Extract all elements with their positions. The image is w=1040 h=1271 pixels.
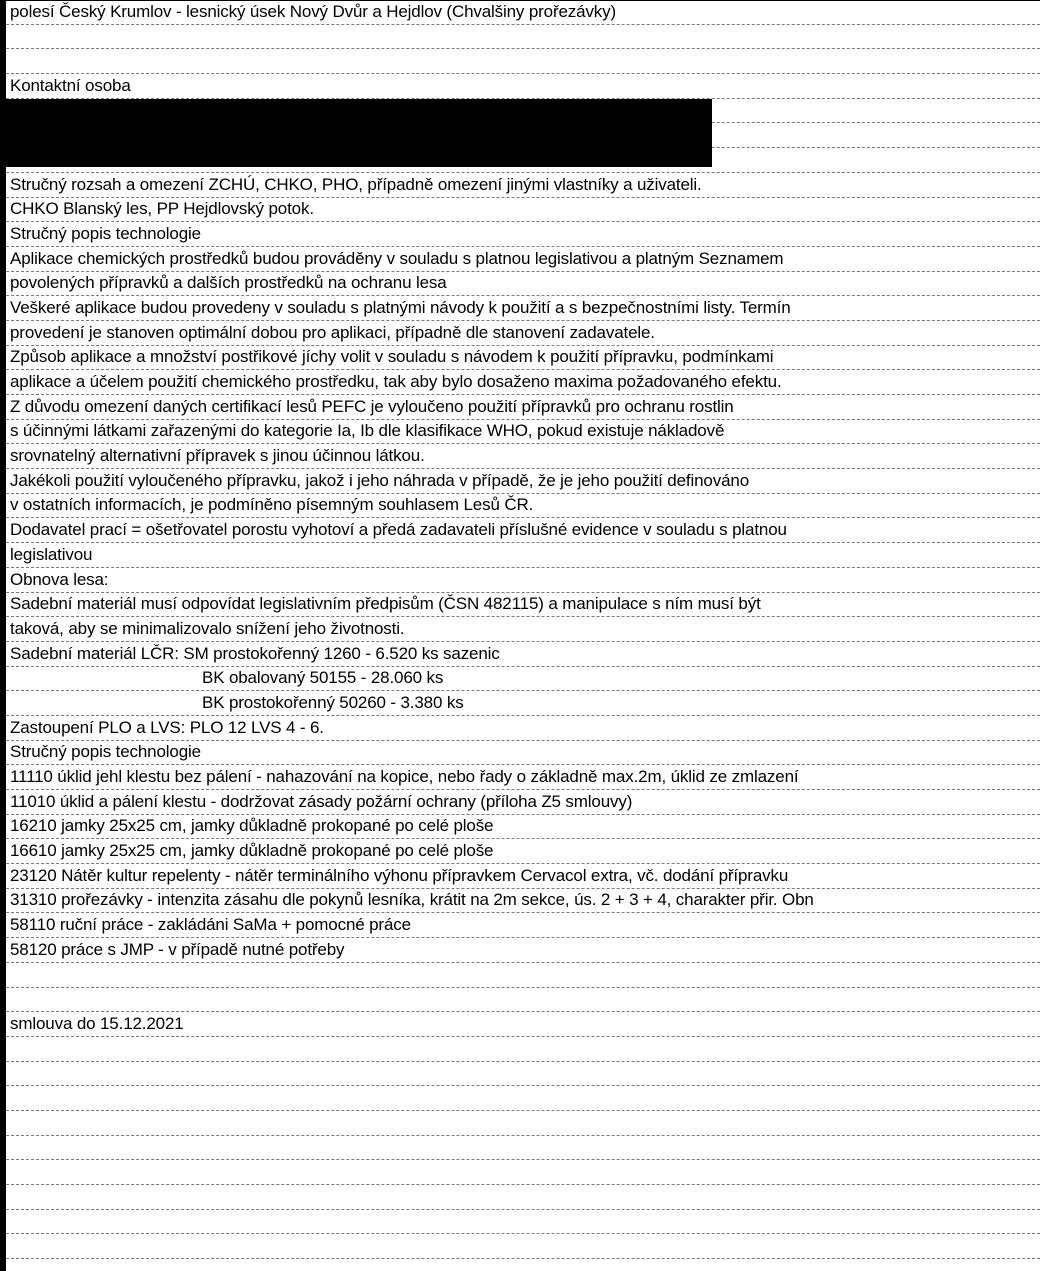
sheet-row — [6, 296, 1040, 321]
cell-text: s účinnými látkami zařazenými do kategorie Ia, Ib dle klasifikace WHO, pokud existuje nákladově — [10, 421, 725, 441]
cell-text: Aplikace chemických prostředků budou prováděny v souladu s platnou legislativou a platným Seznamem — [10, 248, 784, 268]
sheet-row — [6, 25, 1040, 50]
cell-text: Způsob aplikace a množství postřikové jíchy volit v souladu s návodem k použití přípravku, podmínkami — [10, 347, 774, 367]
sheet-row — [6, 593, 1040, 618]
cell-text: Veškeré aplikace budou provedeny v souladu s platnými návody k použití a s bezpečnostními listy. Termín — [10, 297, 791, 317]
sheet-row — [6, 839, 1040, 864]
sheet-row — [6, 395, 1040, 420]
sheet-row — [6, 938, 1040, 963]
cell-text: povolených přípravků a dalších prostředků na ochranu lesa — [10, 273, 447, 293]
sheet-row — [6, 321, 1040, 346]
sheet-row — [6, 568, 1040, 593]
sheet-row — [6, 173, 1040, 198]
sheet-row — [6, 790, 1040, 815]
cell-text: Zastoupení PLO a LVS: PLO 12 LVS 4 - 6. — [10, 717, 324, 737]
cell-text: smlouva do 15.12.2021 — [10, 1013, 184, 1033]
sheet-row — [6, 1136, 1040, 1161]
cell-text: 11110 úklid jehl klestu bez pálení - nahazování na kopice, nebo řady o základně max.2m, úklid ze zmlazení — [10, 767, 799, 786]
sheet-row — [6, 815, 1040, 840]
sheet-row — [6, 247, 1040, 272]
sheet-row — [6, 1086, 1040, 1111]
cell-text: 58120 práce s JMP - v případě nutné potřeby — [10, 939, 345, 959]
cell-text: Stručný rozsah a omezení ZCHÚ, CHKO, PHO, případně omezení jinými vlastníky a uživateli. — [10, 174, 702, 194]
sheet-row — [6, 494, 1040, 519]
cell-text: 58110 ruční práce - zakládáni SaMa + pomocné práce — [10, 915, 411, 935]
sheet-row — [6, 617, 1040, 642]
cell-text: Jakékoli použití vyloučeného přípravku, jakož i jeho náhrada v případě, že je jeho použití definováno — [10, 470, 749, 490]
sheet-row — [6, 765, 1040, 790]
sheet-row — [6, 1210, 1040, 1235]
cell-text: Sadební materiál LČR: SM prostokořenný 1260 - 6.520 ks sazenic — [10, 643, 500, 663]
cell-text: 23120 Nátěr kultur repelenty - nátěr terminálního výhonu přípravkem Cervacol extra, vč. dodání přípravku — [10, 865, 789, 885]
cell-text: Z důvodu omezení daných certifikací lesů PEFC je vyloučeno použití přípravků pro ochranu rostlin — [10, 396, 734, 416]
sheet-row — [6, 346, 1040, 371]
sheet-row — [6, 1062, 1040, 1087]
cell-text: polesí Český Krumlov - lesnický úsek Nový Dvůr a Hejdlov (Chvalšiny prořezávky) — [10, 1, 617, 21]
sheet-row — [6, 667, 1040, 692]
cell-text: 16610 jamky 25x25 cm, jamky důkladně prokopané po celé ploše — [10, 841, 494, 861]
cell-text: 11010 úklid a pálení klestu - dodržovat zásady požární ochrany (příloha Z5 smlouvy) — [10, 791, 633, 811]
cell-text: Stručný popis technologie — [10, 742, 201, 762]
sheet-row — [6, 272, 1040, 297]
cell-text: legislativou — [10, 544, 93, 564]
sheet-row — [6, 1185, 1040, 1210]
sheet-row — [6, 642, 1040, 667]
sheet-row — [6, 370, 1040, 395]
sheet-row — [6, 198, 1040, 223]
sheet-row — [6, 1037, 1040, 1062]
sheet-row — [6, 864, 1040, 889]
cell-text: 16210 jamky 25x25 cm, jamky důkladně prokopané po celé ploše — [10, 816, 494, 836]
sheet-row — [6, 963, 1040, 988]
cell-text: BK prostokořenný 50260 - 3.380 ks — [202, 692, 464, 712]
cell-text: Stručný popis technologie — [10, 223, 201, 243]
sheet-row — [6, 691, 1040, 716]
sheet-row — [6, 0, 1040, 25]
sheet-row — [6, 889, 1040, 914]
sheet-row — [6, 1234, 1040, 1259]
cell-text: srovnatelný alternativní přípravek s jinou účinnou látkou. — [10, 446, 425, 466]
cell-text: aplikace a účelem použití chemického prostředku, tak aby bylo dosaženo maxima požadovaného efektu. — [10, 372, 782, 391]
cell-text: v ostatních informacích, je podmíněno písemným souhlasem Lesů ČR. — [10, 495, 534, 515]
sheet-row — [6, 469, 1040, 494]
rows-container — [6, 0, 1040, 1259]
sheet-row — [6, 716, 1040, 741]
sheet-row — [6, 74, 1040, 99]
sheet-row — [6, 543, 1040, 568]
cell-text: CHKO Blanský les, PP Hejdlovský potok. — [10, 199, 314, 219]
sheet-row — [6, 1012, 1040, 1037]
cell-text: provedení je stanoven optimální dobou pro aplikaci, případně dle stanovení zadavatele. — [10, 322, 655, 342]
sheet-row — [6, 444, 1040, 469]
cell-text: Sadební materiál musí odpovídat legislativním předpisům (ČSN 482115) a manipulace s ním musí být — [10, 594, 761, 614]
sheet-row — [6, 741, 1040, 766]
cell-text: 31310 prořezávky - intenzita zásahu dle pokynů lesníka, krátit na 2m sekce, ús. 2 + 3 + 4, charakter přir. Obn — [10, 890, 814, 910]
cell-text: Kontaktní osoba — [10, 75, 131, 95]
cell-text: Dodavatel prací = ošetřovatel porostu vyhotoví a předá zadavateli příslušné evidence v souladu s platnou — [10, 520, 787, 540]
sheet-row — [6, 49, 1040, 74]
cell-text: taková, aby se minimalizovalo snížení jeho životnosti. — [10, 618, 405, 638]
sheet-row — [6, 988, 1040, 1013]
cell-text: BK obalovaný 50155 - 28.060 ks — [202, 668, 444, 688]
cell-text: Obnova lesa: — [10, 569, 109, 589]
sheet-row — [6, 913, 1040, 938]
sheet-row — [6, 222, 1040, 247]
sheet-row — [6, 518, 1040, 543]
sheet-row — [6, 1111, 1040, 1136]
sheet-row — [6, 420, 1040, 445]
redacted-contact-block — [0, 99, 712, 167]
sheet-row — [6, 1160, 1040, 1185]
